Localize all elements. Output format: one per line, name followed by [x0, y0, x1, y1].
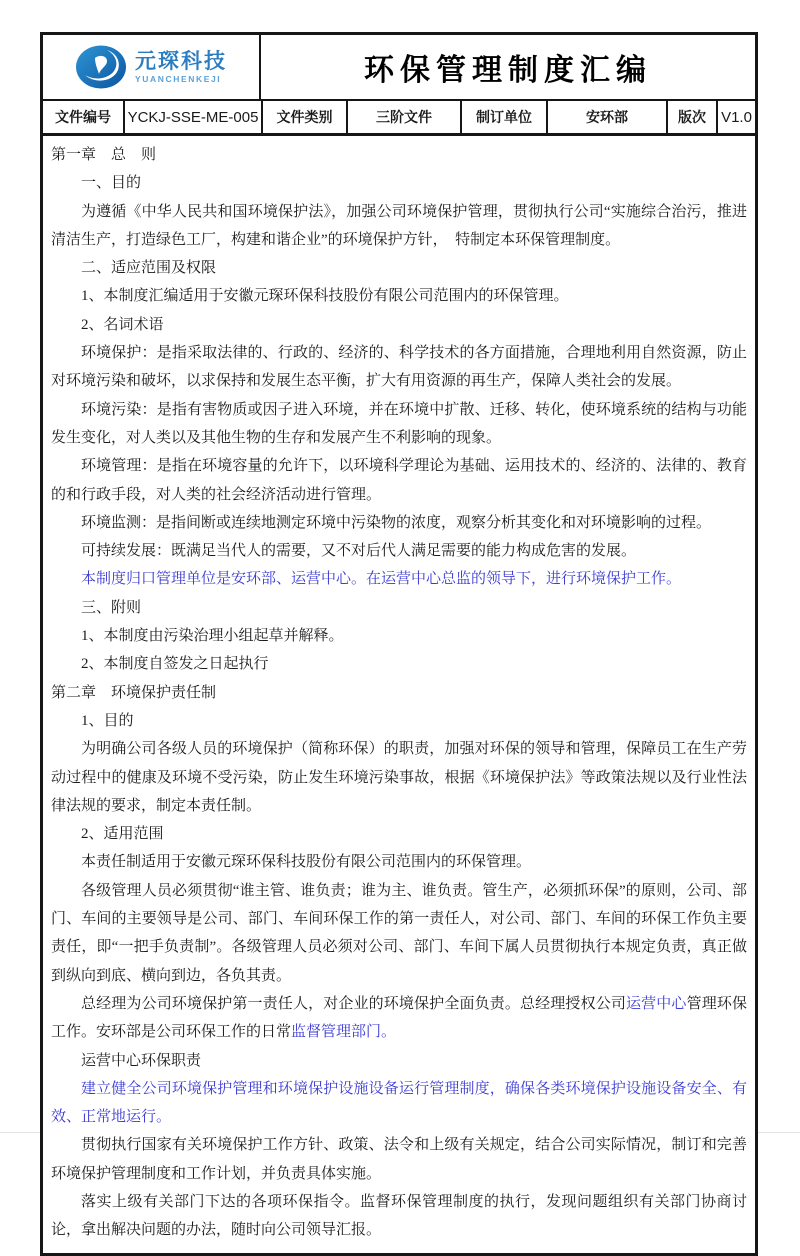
document-body — [43, 136, 755, 1253]
issuing-dept-label: 制订单位 — [462, 101, 548, 133]
document-title: 环保管理制度汇编 — [364, 54, 652, 87]
paragraph: 建立健全公司环境保护管理和环境保护设施设备运行管理制度，确保各类环境保护设施设备安全、有效、正常地运行。 — [51, 1080, 747, 1126]
paragraph: 落实上级有关部门下达的各项环保指令。监督环保管理制度的执行，发现问题组织有关部门协商讨论，拿出解决问题的办法，随时向公司领导汇报。 — [51, 1193, 747, 1239]
version-label: 版次 — [668, 101, 718, 133]
paragraph: 2、本制度自签发之日起执行 — [81, 656, 269, 673]
document-frame — [40, 32, 758, 1256]
paragraph: 一、目的 — [81, 175, 142, 192]
document-meta-row — [43, 101, 755, 136]
issuing-dept-value: 安环部 — [548, 101, 668, 133]
paragraph: 环境管理：是指在环境容量的允许下，以环境科学理论为基础、运用技术的、经济的、法律的、教育的和行政手段，对人类的社会经济活动进行管理。 — [51, 458, 747, 503]
paragraph: 贯彻执行国家有关环境保护工作方针、政策、法令和上级有关规定，结合公司实际情况，制订和完善环境保护管理制度和工作计划，并负责具体实施。 — [51, 1137, 747, 1182]
paragraph: 1、本制度汇编适用于安徽元琛环保科技股份有限公司范围内的环保管理。 — [81, 288, 569, 305]
paragraph: 2、名词术语 — [81, 316, 164, 333]
paragraph: 2、适用范围 — [81, 826, 164, 843]
paragraph: 三、附则 — [81, 599, 142, 616]
doc-category-value: 三阶文件 — [348, 101, 462, 133]
paragraph: 为遵循《中华人民共和国环境保护法》，加强公司环境保护管理，贯彻执行公司“实施综合治污，推进清洁生产，打造绿色工厂，构建和谐企业”的环境保护方针， 特制定本环保管理制度。 — [51, 203, 747, 248]
chapter-heading: 第一章 总 则 — [51, 147, 157, 163]
text-run: 总经理为公司环境保护第一责任人，对企业的环境保护全面负责。总经理授权公司 — [81, 995, 626, 1012]
paragraph: 各级管理人员必须贯彻“谁主管、谁负责；谁为主、谁负责。管生产，必须抓环保”的原则，公司、部门、车间的主要领导是公司、部门、车间环保工作的第一责任人，对公司、部门、车间的环保工作负主要责任，即“一把手负责制”。各级管理人员必须对公司、部门、车间下属人员贯彻执行本规定负责，真正做到纵向到底、横向到边，各负其责。 — [51, 882, 747, 984]
paragraph: 环境保护：是指采取法律的、行政的、经济的、科学技术的各方面措施，合理地利用自然资源，防止对环境污染和破坏，以求保持和发展生态平衡，扩大有用资源的再生产，保障人类社会的发展。 — [51, 345, 747, 390]
version-value: V1.0 — [721, 108, 752, 126]
paragraph: 环境监测：是指间断或连续地测定环境中污染物的浓度，观察分析其变化和对环境影响的过程。 — [81, 514, 712, 531]
chapter-heading: 第二章 环境保护责任制 — [51, 684, 217, 701]
paragraph: 为明确公司各级人员的环境保护（简称环保）的职责，加强对环保的领导和管理，保障员工在生产劳动过程中的健康及环境不受污染，防止发生环境污染事故，根据《环境保护法》等政策法规以及行业性法律法规的要求，制定本责任制。 — [51, 741, 747, 814]
text-run: 管理环保工作。安环部是公司环保工作的日常 — [51, 995, 747, 1041]
paragraph — [51, 990, 747, 1047]
text-run: 监督管理部门。 — [291, 1024, 397, 1041]
paragraph: 1、目的 — [81, 712, 134, 729]
brand-text — [135, 51, 227, 84]
doc-category-label: 文件类别 — [263, 101, 348, 133]
paragraph: 可持续发展：既满足当代人的需要，又不对后代人满足需要的能力构成危害的发展。 — [81, 543, 637, 560]
doc-number-label: 文件编号 — [43, 101, 125, 133]
yuanchen-swoosh-icon — [75, 44, 127, 90]
paragraph: 本责任制适用于安徽元琛环保科技股份有限公司范围内的环保管理。 — [81, 854, 532, 871]
doc-number-value: YCKJ-SSE-ME-005 — [125, 101, 263, 133]
text-run: 运营中心 — [626, 995, 687, 1012]
brand-name-cn: 元琛科技 — [135, 49, 227, 73]
paragraph: 1、本制度由污染治理小组起草并解释。 — [81, 628, 344, 645]
paragraph: 二、适应范围及权限 — [81, 260, 217, 277]
title-cell — [261, 35, 755, 99]
paragraph: 本制度归口管理单位是安环部、运营中心。在运营中心总监的领导下，进行环境保护工作。 — [81, 571, 682, 588]
paragraph: 运营中心环保职责 — [81, 1052, 202, 1069]
brand-name-en: YUANCHENKEJI — [135, 73, 222, 84]
company-logo — [43, 35, 261, 99]
paragraph: 环境污染：是指有害物质或因子进入环境，并在环境中扩散、迁移、转化，使环境系统的结构与功能发生变化，对人类以及其他生物的生存和发展产生不利影响的现象。 — [51, 401, 747, 446]
document-header — [43, 35, 755, 101]
